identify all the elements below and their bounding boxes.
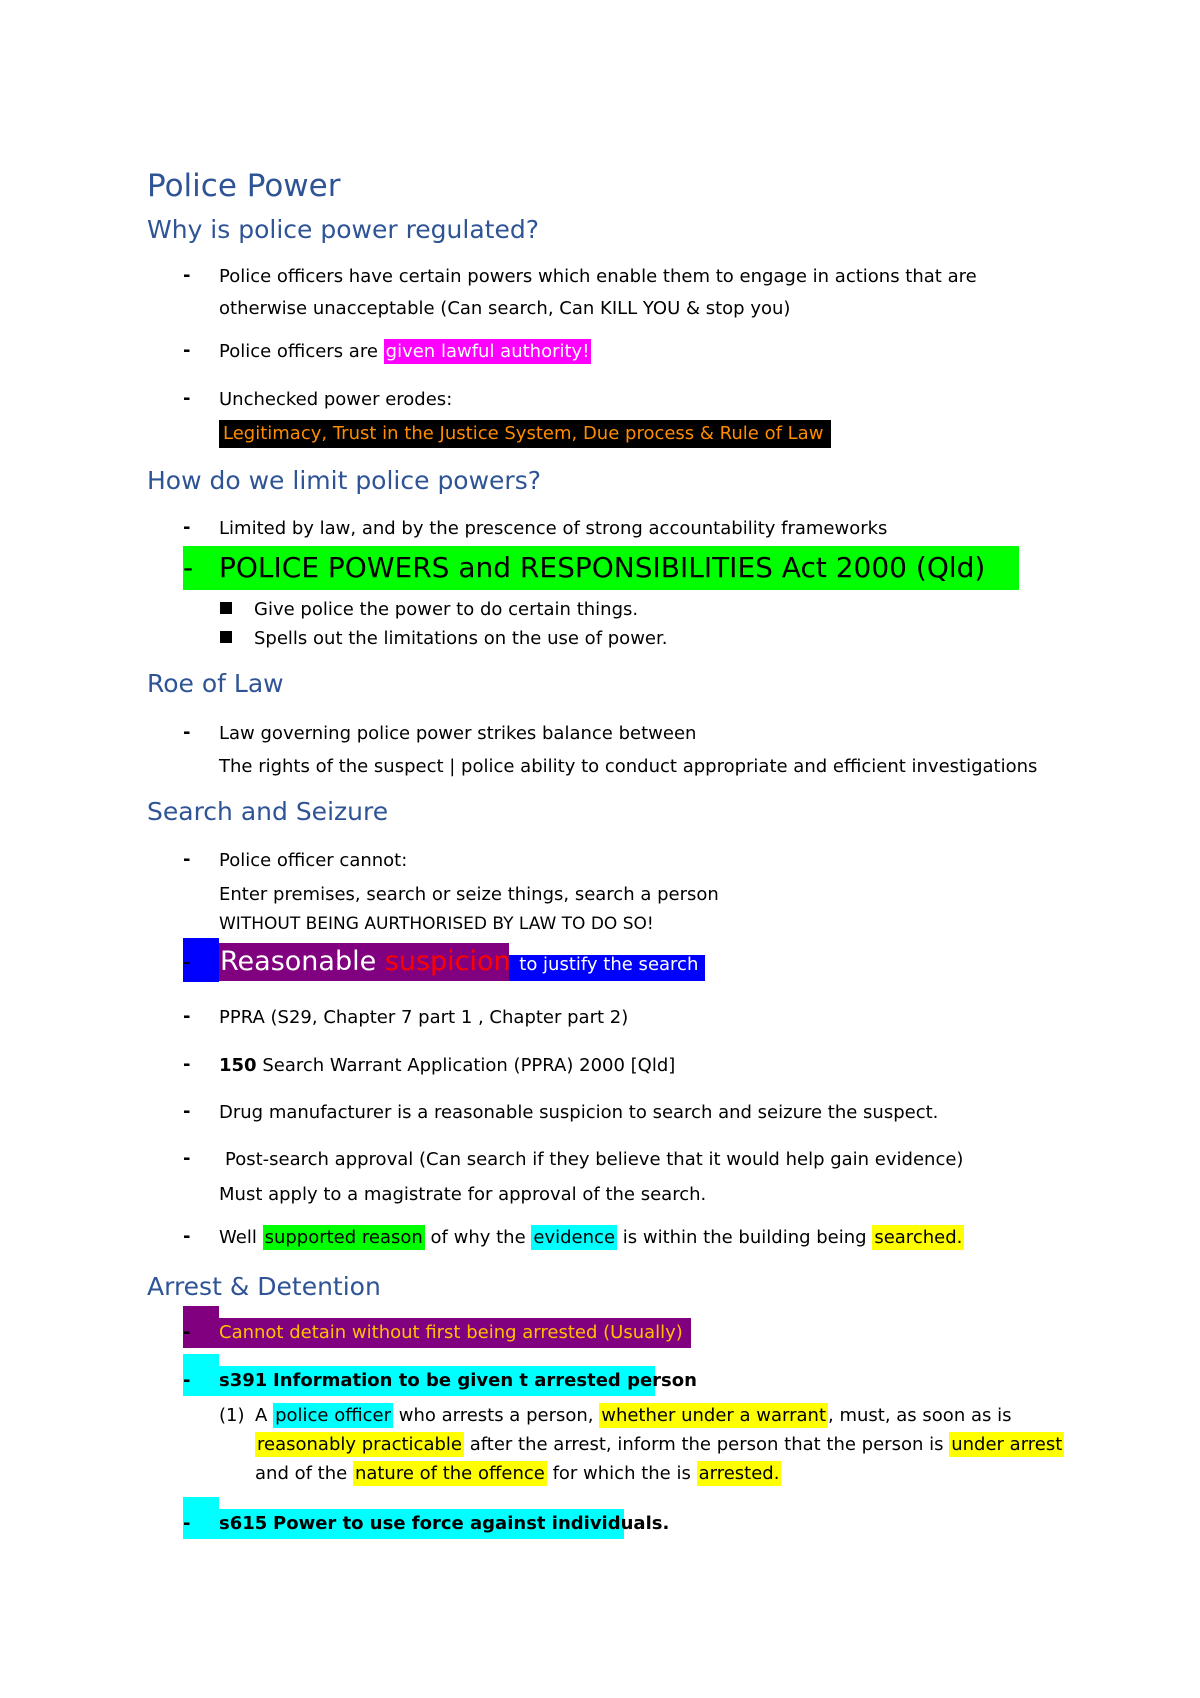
search-item-1c: WITHOUT BEING AURTHORISED BY LAW TO DO SO! <box>219 914 654 934</box>
limit-item-1: Limited by law, and by the prescence of strong accountability frameworks <box>219 518 888 539</box>
arrests-text: who arrests a person, <box>398 1405 594 1426</box>
limit-subitem-1 <box>220 599 638 621</box>
highlight-erodes-list <box>219 420 831 448</box>
square-bullet-icon <box>220 631 232 643</box>
arrest-item-s615 <box>219 1513 669 1535</box>
bullet-dash: - <box>183 340 191 361</box>
highlight-searched: searched. <box>874 1227 963 1248</box>
highlight-lawful-authority: given lawful authority! <box>385 341 590 362</box>
regulated-item-3: Unchecked power erodes: <box>219 389 453 410</box>
subsection-line-3 <box>255 1463 781 1485</box>
section-s615: s615 <box>219 1513 268 1534</box>
search-item-ppra: PPRA (S29, Chapter 7 part 1 , Chapter part 2) <box>219 1007 629 1028</box>
highlight-police-officer: police officer <box>275 1405 391 1426</box>
bullet-dash: - <box>183 1370 191 1391</box>
for-which-text: for which the is <box>552 1463 691 1484</box>
heading-roe-of-law: Roe of Law <box>147 669 284 698</box>
highlight-reasonably-practicable: reasonably practicable <box>257 1434 462 1455</box>
highlight-nature-offence: nature of the offence <box>354 1463 545 1484</box>
search-item-drug: Drug manufacturer is a reasonable suspicion to search and seizure the suspect. <box>219 1102 939 1123</box>
s615-title: Power to use force against individuals. <box>273 1513 670 1534</box>
square-bullet-icon <box>220 602 232 614</box>
highlight-arrested: arrested. <box>698 1463 780 1484</box>
heading-arrest-detention: Arrest & Detention <box>147 1272 381 1301</box>
regulated-item-2 <box>219 341 591 363</box>
reasonable-word: Reasonable <box>220 946 377 977</box>
erodes-list-text: Legitimacy, Trust in the Justice System, Due process & Rule of Law <box>219 420 831 448</box>
regulated-item-1b: otherwise unacceptable (Can search, Can KILL YOU & stop you) <box>219 298 791 319</box>
search-item-1: Police officer cannot: <box>219 850 408 871</box>
subsection-line-1 <box>255 1405 1011 1427</box>
arrest-item-1: Cannot detain without first being arrested (Usually) <box>219 1322 683 1343</box>
reasonable-suspicion-line <box>220 945 710 982</box>
bullet-dash: - <box>183 388 191 409</box>
bullet-dash: - <box>183 1513 191 1534</box>
s391-title: Information to be given t arrested person <box>273 1370 697 1391</box>
highlight-under-arrest: under arrest <box>951 1434 1063 1455</box>
subsection-number: (1) <box>219 1405 245 1426</box>
justify-search-text: to justify the search . <box>519 954 710 975</box>
bullet-dash: - <box>183 1226 191 1247</box>
act-dash: - <box>183 551 194 584</box>
search-item-1b: Enter premises, search or seize things, search a person <box>219 884 719 905</box>
section-150: 150 <box>219 1055 257 1076</box>
arrest-item-s391 <box>219 1370 697 1392</box>
a-text: A <box>255 1405 268 1426</box>
search-item-magistrate: Must apply to a magistrate for approval of the search. <box>219 1184 707 1205</box>
heading-limit: How do we limit police powers? <box>147 466 542 495</box>
and-of-text: and of the <box>255 1463 348 1484</box>
limit-subitem-2 <box>220 628 667 650</box>
roe-item-1a: Law governing police power strikes balance between <box>219 723 697 744</box>
bullet-dash: - <box>183 1322 191 1343</box>
page-title: Police Power <box>147 168 341 204</box>
highlight-supported-reason: supported reason <box>264 1227 423 1248</box>
search-warrant-text: Search Warrant Application (PPRA) 2000 [Qld] <box>262 1055 676 1076</box>
bullet-dash: - <box>183 517 191 538</box>
highlight-evidence: evidence <box>533 1227 616 1248</box>
well-text: Well <box>219 1227 257 1248</box>
within-building-text: is within the building being <box>622 1227 867 1248</box>
limit-subitem-1-text: Give police the power to do certain things. <box>254 599 639 620</box>
of-why-text: of why the <box>430 1227 526 1248</box>
subsection-line-2 <box>255 1434 1064 1456</box>
highlight-under-warrant: whether under a warrant <box>601 1405 827 1426</box>
suspicion-word: suspicion <box>384 946 511 977</box>
section-s391: s391 <box>219 1370 268 1391</box>
search-item-150 <box>219 1055 675 1077</box>
bullet-dash: - <box>183 849 191 870</box>
bullet-dash: - <box>183 1148 191 1169</box>
roe-item-1b: The rights of the suspect | police ability to conduct appropriate and efficient investigations <box>219 756 1038 777</box>
bullet-dash: - <box>183 1006 191 1027</box>
bullet-dash: - <box>183 722 191 743</box>
bullet-dash: - <box>183 1054 191 1075</box>
heading-search-seizure: Search and Seizure <box>147 797 389 826</box>
search-item-well-supported <box>219 1227 964 1249</box>
limit-subitem-2-text: Spells out the limitations on the use of power. <box>254 628 668 649</box>
act-title: POLICE POWERS and RESPONSIBILITIES Act 2000 (Qld) <box>219 551 986 584</box>
bullet-dash: - <box>183 1101 191 1122</box>
regulated-item-2-text: Police officers are <box>219 341 378 362</box>
soon-as-text: , must, as soon as is <box>828 1405 1012 1426</box>
after-arrest-text: after the arrest, inform the person that the person is <box>469 1434 944 1455</box>
regulated-item-1a: Police officers have certain powers which enable them to engage in actions that are <box>219 266 977 287</box>
reasonable-dash: - <box>183 950 191 975</box>
bullet-dash: - <box>183 265 191 286</box>
search-item-post-search: Post-search approval (Can search if they believe that it would help gain evidence) <box>225 1149 964 1170</box>
heading-regulated: Why is police power regulated? <box>147 215 539 244</box>
